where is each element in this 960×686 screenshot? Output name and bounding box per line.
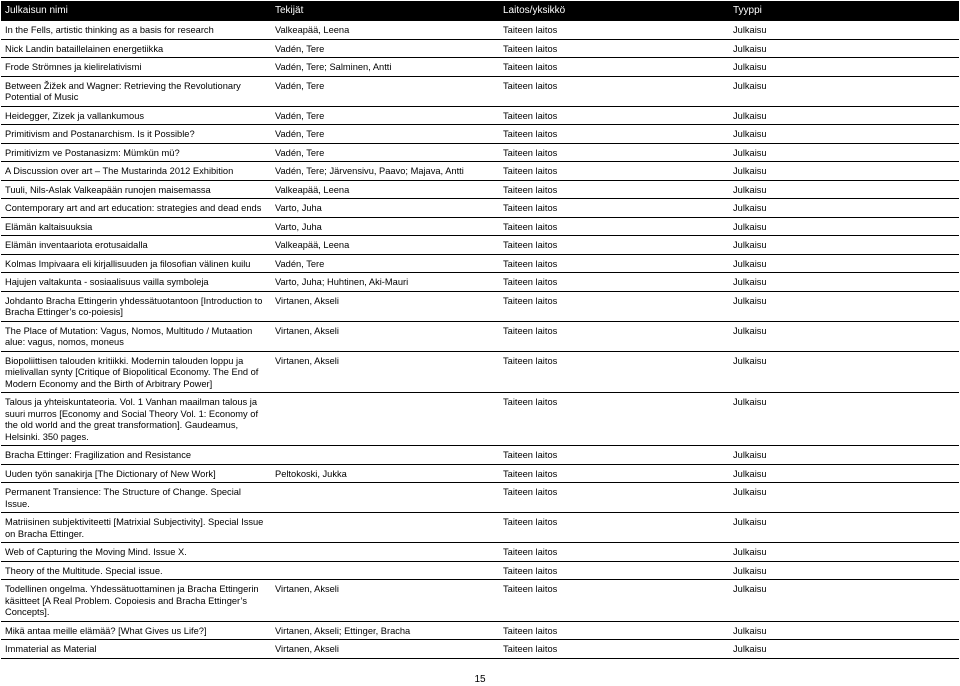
cell-title: Frode Strömnes ja kielirelativismi bbox=[1, 58, 271, 77]
cell-authors: Valkeapää, Leena bbox=[271, 180, 499, 199]
cell-type: Julkaisu bbox=[729, 621, 959, 640]
cell-authors: Virtanen, Akseli bbox=[271, 291, 499, 321]
cell-type: Julkaisu bbox=[729, 273, 959, 292]
cell-type: Julkaisu bbox=[729, 321, 959, 351]
table-row bbox=[1, 125, 959, 144]
cell-title: Nick Landin bataillelainen energetiikka bbox=[1, 39, 271, 58]
cell-department: Taiteen laitos bbox=[499, 464, 729, 483]
cell-type: Julkaisu bbox=[729, 291, 959, 321]
cell-title: Bracha Ettinger: Fragilization and Resistance bbox=[1, 446, 271, 465]
cell-type: Julkaisu bbox=[729, 580, 959, 622]
cell-type: Julkaisu bbox=[729, 483, 959, 513]
cell-department: Taiteen laitos bbox=[499, 162, 729, 181]
cell-authors bbox=[271, 513, 499, 543]
cell-authors: Virtanen, Akseli bbox=[271, 321, 499, 351]
cell-title: Immaterial as Material bbox=[1, 640, 271, 659]
cell-type: Julkaisu bbox=[729, 513, 959, 543]
cell-title: Biopoliittisen talouden kritiikki. Modernin talouden loppu ja mielivallan synty [Critique of Biopolitical Economy. The End of Modern Economy and the Birth of Arbitrary Power] bbox=[1, 351, 271, 393]
cell-authors bbox=[271, 393, 499, 446]
header-row bbox=[1, 1, 959, 21]
header-department: Laitos/yksikkö bbox=[499, 1, 729, 21]
cell-type: Julkaisu bbox=[729, 76, 959, 106]
cell-title: Elämän inventaariota erotusaidalla bbox=[1, 236, 271, 255]
table-row bbox=[1, 561, 959, 580]
cell-authors: Vadén, Tere bbox=[271, 76, 499, 106]
cell-authors: Virtanen, Akseli bbox=[271, 351, 499, 393]
cell-title: Between Žižek and Wagner: Retrieving the Revolutionary Potential of Music bbox=[1, 76, 271, 106]
cell-type: Julkaisu bbox=[729, 125, 959, 144]
cell-department: Taiteen laitos bbox=[499, 483, 729, 513]
cell-title: Mikä antaa meille elämää? [What Gives us Life?] bbox=[1, 621, 271, 640]
table-row bbox=[1, 199, 959, 218]
cell-department: Taiteen laitos bbox=[499, 39, 729, 58]
cell-authors: Varto, Juha bbox=[271, 199, 499, 218]
cell-department: Taiteen laitos bbox=[499, 273, 729, 292]
cell-type: Julkaisu bbox=[729, 236, 959, 255]
cell-title: Primitivism and Postanarchism. Is it Possible? bbox=[1, 125, 271, 144]
cell-authors: Varto, Juha bbox=[271, 217, 499, 236]
cell-authors: Vadén, Tere bbox=[271, 254, 499, 273]
cell-title: Kolmas Impivaara eli kirjallisuuden ja filosofian välinen kuilu bbox=[1, 254, 271, 273]
cell-department: Taiteen laitos bbox=[499, 180, 729, 199]
cell-authors bbox=[271, 543, 499, 562]
cell-type: Julkaisu bbox=[729, 543, 959, 562]
cell-authors: Virtanen, Akseli bbox=[271, 580, 499, 622]
cell-department: Taiteen laitos bbox=[499, 640, 729, 659]
cell-title: Hajujen valtakunta - sosiaalisuus vailla symboleja bbox=[1, 273, 271, 292]
page-number: 15 bbox=[474, 674, 486, 685]
header-type: Tyyppi bbox=[729, 1, 959, 21]
table-row bbox=[1, 393, 959, 446]
table-row bbox=[1, 58, 959, 77]
table-row bbox=[1, 180, 959, 199]
cell-department: Taiteen laitos bbox=[499, 393, 729, 446]
cell-authors: Vadén, Tere; Järvensivu, Paavo; Majava, Antti bbox=[271, 162, 499, 181]
table-row bbox=[1, 446, 959, 465]
cell-department: Taiteen laitos bbox=[499, 254, 729, 273]
cell-title: Theory of the Multitude. Special issue. bbox=[1, 561, 271, 580]
cell-title: Primitivizm ve Postanasizm: Mümkün mü? bbox=[1, 143, 271, 162]
table-row bbox=[1, 21, 959, 39]
cell-department: Taiteen laitos bbox=[499, 351, 729, 393]
cell-authors: Varto, Juha; Huhtinen, Aki-Mauri bbox=[271, 273, 499, 292]
cell-department: Taiteen laitos bbox=[499, 446, 729, 465]
cell-type: Julkaisu bbox=[729, 58, 959, 77]
table-row bbox=[1, 621, 959, 640]
cell-department: Taiteen laitos bbox=[499, 143, 729, 162]
cell-department: Taiteen laitos bbox=[499, 236, 729, 255]
table-row bbox=[1, 143, 959, 162]
cell-authors bbox=[271, 561, 499, 580]
cell-authors: Virtanen, Akseli; Ettinger, Bracha bbox=[271, 621, 499, 640]
cell-authors: Vadén, Tere bbox=[271, 125, 499, 144]
cell-title: A Discussion over art – The Mustarinda 2012 Exhibition bbox=[1, 162, 271, 181]
cell-type: Julkaisu bbox=[729, 21, 959, 39]
cell-department: Taiteen laitos bbox=[499, 199, 729, 218]
cell-title: Johdanto Bracha Ettingerin yhdessätuotantoon [Introduction to Bracha Ettinger’s co-poiesis] bbox=[1, 291, 271, 321]
cell-department: Taiteen laitos bbox=[499, 125, 729, 144]
table-row bbox=[1, 273, 959, 292]
cell-title: Talous ja yhteiskuntateoria. Vol. 1 Vanhan maailman talous ja suuri murros [Economy and Social Theory Vol. 1: Economy of the old world and the great transformation]. Gaudeamus, Helsinki. 350 pages. bbox=[1, 393, 271, 446]
cell-type: Julkaisu bbox=[729, 446, 959, 465]
cell-title: In the Fells, artistic thinking as a basis for research bbox=[1, 21, 271, 39]
table-row bbox=[1, 321, 959, 351]
cell-title: Todellinen ongelma. Yhdessätuottaminen ja Bracha Ettingerin käsitteet [A Real Problem. Copoiesis and Bracha Ettinger’s Concepts]. bbox=[1, 580, 271, 622]
cell-authors: Vadén, Tere bbox=[271, 39, 499, 58]
cell-type: Julkaisu bbox=[729, 464, 959, 483]
cell-authors: Valkeapää, Leena bbox=[271, 21, 499, 39]
cell-department: Taiteen laitos bbox=[499, 106, 729, 125]
cell-department: Taiteen laitos bbox=[499, 513, 729, 543]
cell-type: Julkaisu bbox=[729, 561, 959, 580]
cell-type: Julkaisu bbox=[729, 39, 959, 58]
cell-title: Permanent Transience: The Structure of Change. Special Issue. bbox=[1, 483, 271, 513]
cell-authors: Vadén, Tere bbox=[271, 106, 499, 125]
table-row bbox=[1, 39, 959, 58]
cell-type: Julkaisu bbox=[729, 199, 959, 218]
table-row bbox=[1, 106, 959, 125]
table-row bbox=[1, 254, 959, 273]
cell-authors bbox=[271, 446, 499, 465]
table-row bbox=[1, 351, 959, 393]
header-authors: Tekijät bbox=[271, 1, 499, 21]
cell-department: Taiteen laitos bbox=[499, 561, 729, 580]
cell-department: Taiteen laitos bbox=[499, 543, 729, 562]
table-row bbox=[1, 76, 959, 106]
cell-type: Julkaisu bbox=[729, 393, 959, 446]
table-row bbox=[1, 236, 959, 255]
cell-title: Web of Capturing the Moving Mind. Issue X. bbox=[1, 543, 271, 562]
table-row bbox=[1, 464, 959, 483]
cell-department: Taiteen laitos bbox=[499, 291, 729, 321]
cell-type: Julkaisu bbox=[729, 640, 959, 659]
cell-type: Julkaisu bbox=[729, 162, 959, 181]
publications-table bbox=[1, 1, 959, 659]
cell-title: Elämän kaltaisuuksia bbox=[1, 217, 271, 236]
table-row bbox=[1, 580, 959, 622]
cell-department: Taiteen laitos bbox=[499, 21, 729, 39]
cell-title: Matriisinen subjektiviteetti [Matrixial Subjectivity]. Special Issue on Bracha Ettinger. bbox=[1, 513, 271, 543]
table-row bbox=[1, 291, 959, 321]
cell-type: Julkaisu bbox=[729, 254, 959, 273]
cell-type: Julkaisu bbox=[729, 180, 959, 199]
cell-authors: Vadén, Tere; Salminen, Antti bbox=[271, 58, 499, 77]
cell-authors: Valkeapää, Leena bbox=[271, 236, 499, 255]
table-row bbox=[1, 513, 959, 543]
cell-title: Uuden työn sanakirja [The Dictionary of New Work] bbox=[1, 464, 271, 483]
table-row bbox=[1, 543, 959, 562]
cell-authors: Vadén, Tere bbox=[271, 143, 499, 162]
cell-department: Taiteen laitos bbox=[499, 321, 729, 351]
cell-type: Julkaisu bbox=[729, 106, 959, 125]
cell-type: Julkaisu bbox=[729, 143, 959, 162]
cell-title: Tuuli, Nils-Aslak Valkeapään runojen maisemassa bbox=[1, 180, 271, 199]
cell-authors: Peltokoski, Jukka bbox=[271, 464, 499, 483]
cell-department: Taiteen laitos bbox=[499, 217, 729, 236]
cell-type: Julkaisu bbox=[729, 217, 959, 236]
cell-title: The Place of Mutation: Vagus, Nomos, Multitudo / Mutaation alue: vagus, nomos, moneus bbox=[1, 321, 271, 351]
cell-authors: Virtanen, Akseli bbox=[271, 640, 499, 659]
cell-department: Taiteen laitos bbox=[499, 580, 729, 622]
cell-title: Heidegger, Zizek ja vallankumous bbox=[1, 106, 271, 125]
cell-type: Julkaisu bbox=[729, 351, 959, 393]
table-row bbox=[1, 217, 959, 236]
cell-department: Taiteen laitos bbox=[499, 621, 729, 640]
cell-department: Taiteen laitos bbox=[499, 58, 729, 77]
table-row bbox=[1, 640, 959, 659]
cell-department: Taiteen laitos bbox=[499, 76, 729, 106]
table-row bbox=[1, 162, 959, 181]
table-row bbox=[1, 483, 959, 513]
header-title: Julkaisun nimi bbox=[1, 1, 271, 21]
cell-title: Contemporary art and art education: strategies and dead ends bbox=[1, 199, 271, 218]
cell-authors bbox=[271, 483, 499, 513]
